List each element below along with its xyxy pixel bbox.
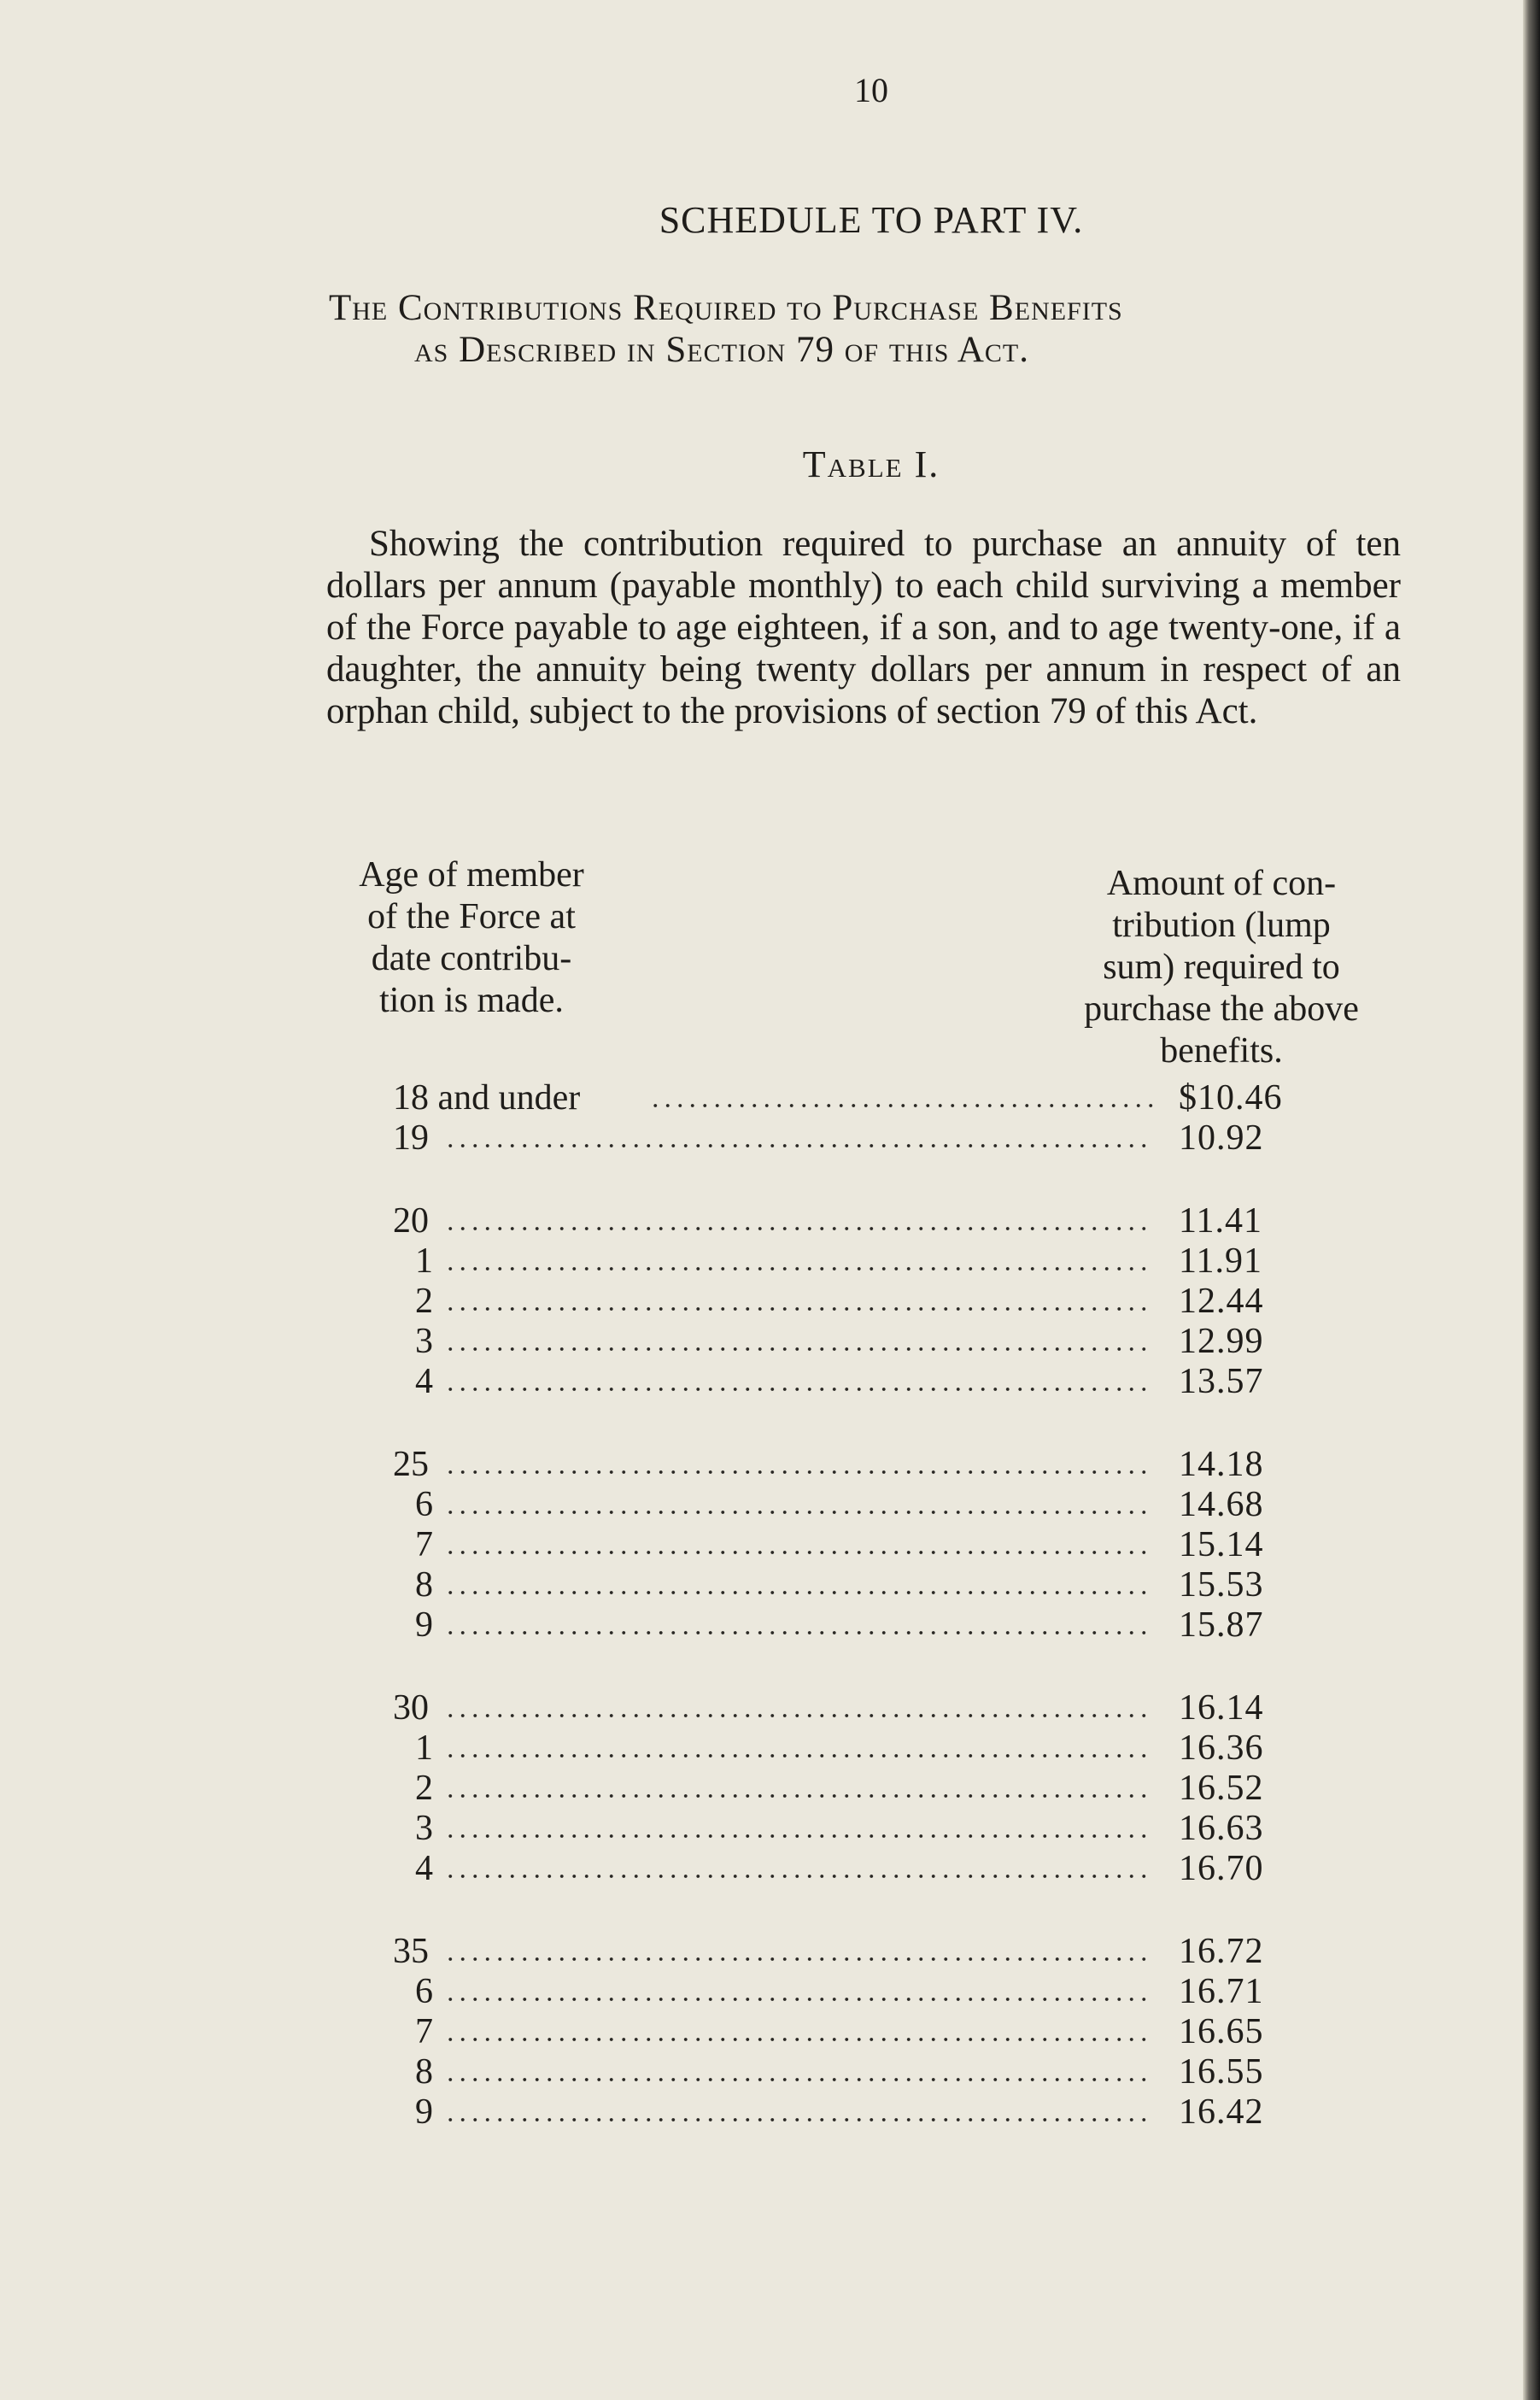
table-row: [393, 1728, 1332, 1769]
table-row: [393, 1282, 1332, 1322]
dot-leader: [444, 1794, 1153, 1798]
amount-cell: 16.65: [1179, 2012, 1264, 2051]
table-row: [393, 1972, 1332, 2012]
amount-cell: 15.53: [1179, 1565, 1264, 1605]
page-edge-shadow: [1523, 0, 1540, 2400]
dot-leader: [444, 1714, 1153, 1717]
age-cell: 18 and under: [393, 1078, 581, 1118]
table-row: [393, 2052, 1332, 2092]
amount-cell: 16.63: [1179, 1809, 1264, 1848]
dot-leader: [444, 1591, 1153, 1594]
dot-leader: [444, 2118, 1153, 2121]
age-header-line: of the Force at: [367, 897, 576, 936]
age-cell: 6: [415, 1972, 433, 2011]
amount-cell: 16.72: [1179, 1932, 1264, 1971]
table-row: [393, 1809, 1332, 1849]
amount-cell: 16.71: [1179, 1972, 1264, 2011]
dot-leader: [444, 1754, 1153, 1757]
age-cell: 30: [393, 1688, 429, 1728]
amount-header-line: benefits.: [1160, 1031, 1283, 1071]
amount-header-line: tribution (lump: [1112, 906, 1331, 945]
dot-leader: [444, 1998, 1153, 2001]
amount-cell: 15.87: [1179, 1605, 1264, 1645]
table-row: [393, 2012, 1332, 2052]
table-row: [393, 1525, 1332, 1565]
table-row: [393, 1078, 1332, 1118]
page-number: 10: [854, 71, 888, 109]
contribution-table: [393, 1078, 1332, 2133]
table-row: [393, 1605, 1332, 1646]
amount-header-line: purchase the above: [1084, 989, 1359, 1029]
amount-cell: 11.91: [1179, 1241, 1262, 1281]
table-row: [393, 1445, 1332, 1485]
age-cell: 20: [393, 1201, 429, 1241]
age-header-line: date contribu-: [371, 939, 572, 978]
dot-leader: [444, 1347, 1153, 1351]
dot-leader: [444, 1267, 1153, 1270]
age-cell: 1: [415, 1728, 433, 1768]
amount-cell: 14.68: [1179, 1485, 1264, 1524]
age-cell: 8: [415, 1565, 433, 1605]
dot-leader: [444, 1834, 1153, 1838]
dot-leader: [444, 1227, 1153, 1230]
age-cell: 3: [415, 1809, 433, 1848]
table-row: [393, 1932, 1332, 1972]
dot-leader: [444, 2078, 1153, 2081]
age-cell: 19: [393, 1118, 429, 1158]
dot-leader: [444, 1144, 1153, 1147]
age-cell: 1: [415, 1241, 433, 1281]
amount-cell: 15.14: [1179, 1525, 1264, 1564]
amount-cell: 16.42: [1179, 2092, 1264, 2132]
dot-leader: [444, 2038, 1153, 2041]
dot-leader: [444, 1957, 1153, 1961]
dot-leader: [444, 1875, 1153, 1878]
age-cell: 2: [415, 1769, 433, 1808]
amount-cell: 11.41: [1179, 1201, 1262, 1241]
table-row: [393, 1485, 1332, 1525]
table-row: [393, 2092, 1332, 2133]
age-header-line: tion is made.: [379, 981, 564, 1020]
age-cell: 4: [415, 1849, 433, 1888]
amount-cell: 13.57: [1179, 1362, 1264, 1401]
table-title: Table I.: [802, 443, 940, 485]
dot-leader: [444, 1470, 1153, 1474]
table-row: [393, 1322, 1332, 1362]
amount-cell: 16.55: [1179, 2052, 1264, 2092]
table-row: [393, 1362, 1332, 1402]
age-column-header: [318, 854, 625, 1022]
table-row: [393, 1849, 1332, 1889]
intro-paragraph: Showing the contribution required to purchase an annuity of ten dollars per annum (payable monthly) to each child surviving a member of the Force payable to age eighteen, if a son, and to age twenty-one, if a daughter, the annuity being twenty dollars per annum in respect of an orphan child, subject to the provisions of section 79 of this Act.: [326, 524, 1401, 731]
age-cell: 2: [415, 1282, 433, 1321]
table-row: [393, 1565, 1332, 1605]
dot-leader: [444, 1631, 1153, 1634]
amount-cell: 16.36: [1179, 1728, 1264, 1768]
amount-cell: 14.18: [1179, 1445, 1264, 1484]
dot-leader: [444, 1307, 1153, 1311]
amount-header-line: sum) required to: [1103, 948, 1340, 987]
table-row: [393, 1201, 1332, 1241]
age-header-line: Age of member: [359, 855, 584, 895]
table-row: [393, 1118, 1332, 1159]
amount-cell: $10.46: [1179, 1078, 1283, 1118]
amount-header-line: Amount of con-: [1106, 864, 1337, 903]
subtitle-line-1: The Contributions Required to Purchase Benefits: [329, 288, 1123, 328]
subtitle-line-2: as Described in Section 79 of this Act.: [414, 330, 1030, 370]
age-cell: 7: [415, 1525, 433, 1564]
age-cell: 9: [415, 1605, 433, 1645]
amount-cell: 12.44: [1179, 1282, 1264, 1321]
age-cell: 6: [415, 1485, 433, 1524]
dot-leader: [444, 1551, 1153, 1554]
schedule-title: SCHEDULE TO PART IV.: [659, 199, 1084, 241]
amount-cell: 16.52: [1179, 1769, 1264, 1808]
age-cell: 7: [415, 2012, 433, 2051]
amount-cell: 12.99: [1179, 1322, 1264, 1361]
table-row: [393, 1769, 1332, 1809]
dot-leader: [444, 1511, 1153, 1514]
age-cell: 3: [415, 1322, 433, 1361]
amount-cell: 16.14: [1179, 1688, 1264, 1728]
age-cell: 8: [415, 2052, 433, 2092]
age-cell: 25: [393, 1445, 429, 1484]
amount-cell: 10.92: [1179, 1118, 1264, 1158]
amount-column-header: [1042, 863, 1401, 1072]
table-row: [393, 1688, 1332, 1728]
age-cell: 9: [415, 2092, 433, 2132]
dot-leader: [444, 1388, 1153, 1391]
age-cell: 4: [415, 1362, 433, 1401]
table-row: [393, 1241, 1332, 1282]
dot-leader: [649, 1104, 1153, 1107]
age-cell: 35: [393, 1932, 429, 1971]
amount-cell: 16.70: [1179, 1849, 1264, 1888]
